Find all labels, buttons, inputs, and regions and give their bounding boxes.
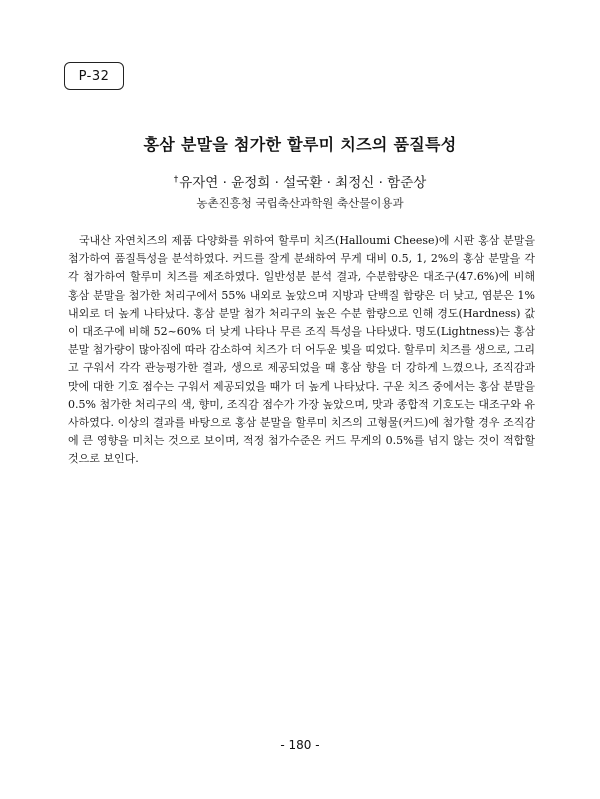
affiliation: 농촌진흥청 국립축산과학원 축산물이용과 xyxy=(196,196,404,210)
poster-id-badge: P-32 xyxy=(64,62,124,90)
corresponding-author-marker: † xyxy=(173,175,179,185)
page-number: - 180 - xyxy=(280,738,320,752)
author-names: 유자연 · 윤정희 · 설국환 · 최정신 · 함준상 xyxy=(179,175,427,191)
paper-title: 홍삼 분말을 첨가한 할루미 치즈의 품질특성 xyxy=(143,135,457,154)
author-list xyxy=(0,171,600,191)
abstract-body: 국내산 자연치즈의 제품 다양화를 위하여 할루미 치즈(Halloumi Cheese)에 시판 홍삼 분말을 첨가하여 품질특성을 분석하였다. 커드를 잘게 분쇄하여 무게 대비 0.5, 1, 2%의 홍삼 분말을 각각 첨가하여 할루미 치즈를 제조하였다. 일반성분 분석 결과, 수분함량은 대조구(47.6%)에 비해 홍삼 분말을 첨가한 처리구에서 55% 내외로 높았으며 지방과 단백질 함량은 더 낮고, 염분은 1% 내외로 더 높게 나타났다. 홍삼 분말 첨가 처리구의 높은 수분 함량으로 인해 경도(Hardness) 값이 대조구에 비해 52~60% 더 낮게 나타나 무른 조직 특성을 나타냈다. 명도(Lightness)는 홍삼 분말 첨가량이 많아짐에 따라 감소하여 치즈가 더 어두운 빛을 띠었다. 할루미 치즈를 생으로, 그리고 구워서 각각 관능평가한 결과, 생으로 제공되었을 때 홍삼 향을 더 강하게 느꼈으나, 조직감과 맛에 대한 기호 점수는 구워서 제공되었을 때가 더 높게 나타났다. 구운 치즈 중에서는 홍삼 분말을 0.5% 첨가한 처리구의 색, 향미, 조직감 점수가 가장 높았으며, 맛과 종합적 기호도는 대조구와 유사하였다. 이상의 결과를 바탕으로 홍삼 분말을 할루미 치즈의 고형물(커드)에 첨가할 경우 조직감에 큰 영향을 미치는 것으로 보이며, 적정 첨가수준은 커드 무게의 0.5%를 넘지 않는 것이 적합할 것으로 보인다. xyxy=(68,234,535,466)
